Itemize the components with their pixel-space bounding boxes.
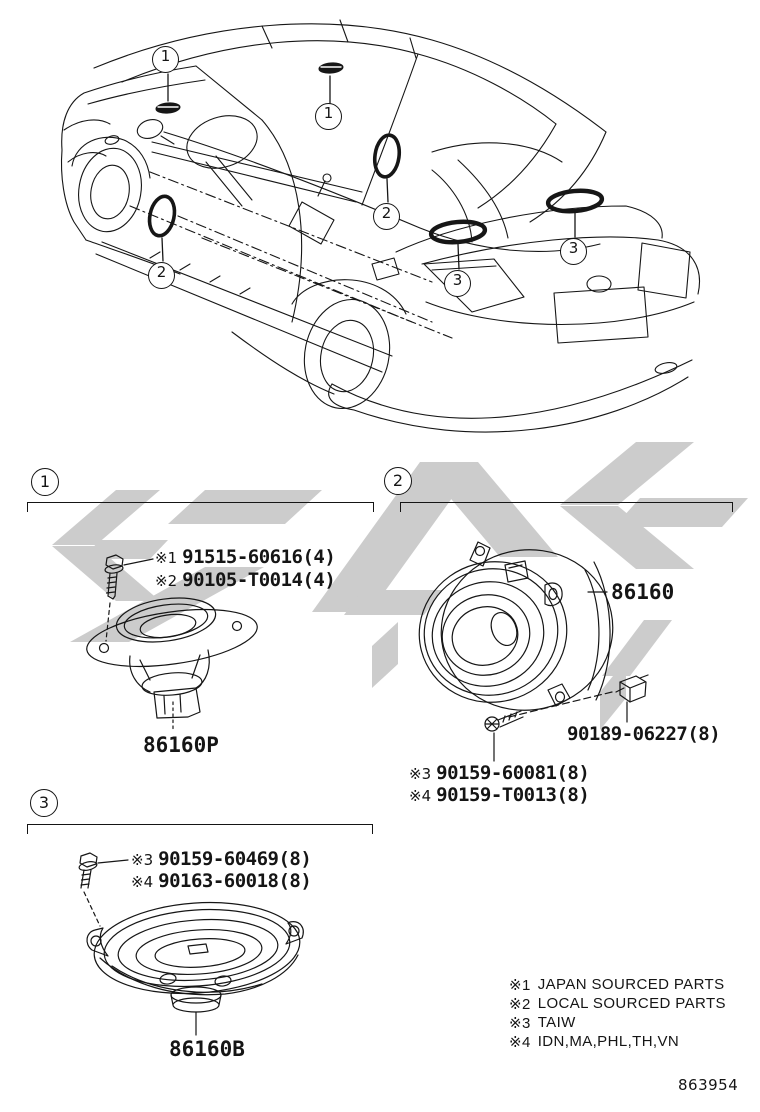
section-1-bracket: [27, 502, 374, 512]
part-label-86160P: 86160P: [143, 733, 219, 757]
part-ref: ※4: [131, 873, 154, 891]
note-ref: ※4: [509, 1034, 531, 1051]
section-2-bracket: [400, 502, 733, 512]
note-line: [509, 976, 726, 995]
note-ref: ※2: [509, 996, 531, 1013]
part-line: [131, 848, 311, 870]
part-line: [155, 546, 335, 568]
bolt-icon-2: [78, 853, 97, 888]
part-ref: ※3: [131, 851, 154, 869]
callout-dash-right: 1: [315, 103, 342, 130]
callout-shelf-right: 3: [560, 238, 587, 265]
callout-door-right: 2: [373, 203, 400, 230]
note-ref: ※3: [509, 1015, 531, 1032]
callout-shelf-left: 3: [444, 270, 471, 297]
part-line: [567, 723, 720, 745]
part-ref: ※2: [155, 572, 178, 590]
part-number: 90189-06227(8): [567, 723, 721, 745]
license-plate: [554, 287, 648, 343]
part-line: [409, 762, 589, 784]
part-line: [409, 784, 589, 806]
dash-tweeter-marker-right: [319, 62, 344, 74]
note-line: [509, 1014, 726, 1033]
figure-number: 863954: [678, 1076, 739, 1094]
section-2-index: 2: [384, 467, 412, 495]
part-number: 90159-T0013(8): [436, 784, 590, 806]
callout-dash-left: 1: [152, 46, 179, 73]
part-number: 90159-60081(8): [436, 762, 590, 784]
speaker-location-markers: [146, 62, 603, 269]
section-1-index: 1: [31, 468, 59, 496]
note-ref: ※1: [509, 977, 531, 994]
screw-icon: [485, 711, 523, 731]
note-line: [509, 995, 726, 1014]
note-text: TAIW: [537, 1014, 576, 1031]
callout-door-left: 2: [148, 262, 175, 289]
door-speaker-marker-left: [146, 194, 178, 238]
part-ref: ※3: [409, 765, 432, 783]
dash-tweeter-marker-left: [156, 102, 181, 114]
section-3-bracket: [27, 824, 373, 834]
note-text: JAPAN SOURCED PARTS: [537, 976, 725, 993]
part-number: 90159-60469(8): [158, 848, 312, 870]
part-line: [155, 569, 335, 591]
part-line: [131, 870, 311, 892]
shelf-speaker-marker-left: [430, 220, 486, 245]
part-number: 90105-T0014(4): [182, 569, 336, 591]
part-ref: ※4: [409, 787, 432, 805]
note-line: [509, 1033, 726, 1052]
part-label-86160: 86160: [611, 580, 675, 604]
part-number: 91515-60616(4): [182, 546, 336, 568]
shelf-speaker-marker-right: [547, 189, 603, 214]
note-text: IDN,MA,PHL,TH,VN: [537, 1033, 680, 1050]
source-notes: [509, 976, 726, 1052]
section-3-index: 3: [30, 789, 58, 817]
part-ref: ※1: [155, 549, 178, 567]
note-text: LOCAL SOURCED PARTS: [537, 995, 726, 1012]
part-label-86160B: 86160B: [169, 1037, 245, 1061]
part-number: 90163-60018(8): [158, 870, 312, 892]
side-mirror: [135, 116, 165, 141]
